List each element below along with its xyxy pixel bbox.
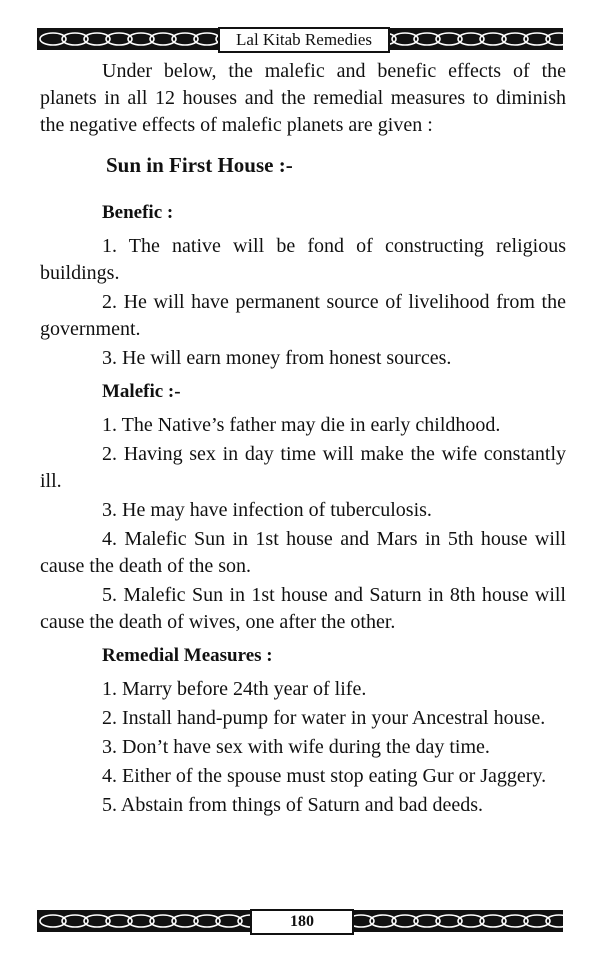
- section-title: Sun in First House :-: [106, 153, 293, 177]
- benefic-heading: Benefic :: [102, 202, 174, 223]
- malefic-item: 2. Having sex in day time will make the wife constantly ill.: [40, 443, 566, 492]
- remedies-heading: Remedial Measures :: [102, 645, 273, 666]
- header-band: [36, 24, 564, 54]
- page-content: [40, 58, 566, 821]
- footer-band: [36, 906, 564, 936]
- remedy-item: 4. Either of the spouse must stop eating Gur or Jaggery.: [102, 765, 547, 787]
- remedy-item: 2. Install hand-pump for water in your Ancestral house.: [102, 707, 546, 729]
- benefic-item: 2. He will have permanent source of livelihood from the government.: [40, 291, 566, 340]
- benefic-item: 3. He will earn money from honest sources.: [102, 347, 452, 369]
- remedy-item: 1. Marry before 24th year of life.: [102, 678, 367, 700]
- page-number: 180: [250, 909, 354, 935]
- remedy-item: 3. Don’t have sex with wife during the day time.: [102, 736, 490, 758]
- malefic-heading: Malefic :-: [102, 381, 181, 402]
- remedy-item: 5. Abstain from things of Saturn and bad deeds.: [102, 794, 484, 816]
- malefic-item: 4. Malefic Sun in 1st house and Mars in 5th house will cause the death of the son.: [40, 528, 566, 577]
- benefic-item: 1. The native will be fond of constructing religious buildings.: [40, 235, 566, 284]
- malefic-item: 5. Malefic Sun in 1st house and Saturn in 8th house will cause the death of wives, one after the other.: [40, 584, 566, 633]
- malefic-item: 1. The Native’s father may die in early childhood.: [102, 414, 501, 436]
- header-title: Lal Kitab Remedies: [218, 27, 390, 53]
- malefic-item: 3. He may have infection of tuberculosis.: [102, 499, 432, 521]
- intro-paragraph: Under below, the malefic and benefic effects of the planets in all 12 houses and the remedial measures to diminish the negative effects of malefic planets are given :: [40, 60, 566, 136]
